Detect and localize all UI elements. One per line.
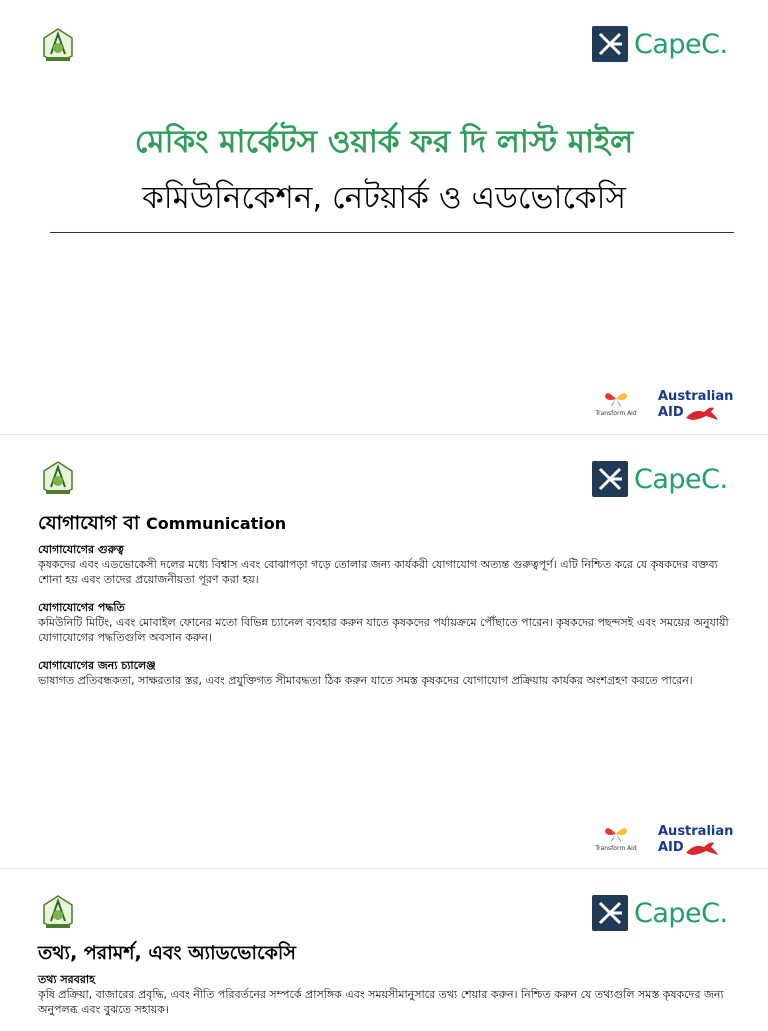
section-title: যোগাযোগের জন্য চ্যালেঞ্জ [38, 659, 156, 672]
transform-aid-label: Transform Aid [595, 845, 637, 852]
heading-bengali: যোগাযোগ বা [38, 512, 146, 534]
section-text: ভাষাগত প্রতিবন্ধকতা, সাক্ষরতার স্তর, এবং প্রযুক্তিগত সীমাবদ্ধতা ঠিক করুন যাতে সমস্ত কৃষকদের যোগাযোগ প্রক্রিয়ায় কার্যকর অংশগ্রহণ করতে পারেন। [38, 674, 693, 687]
communication-content [38, 543, 738, 702]
sponsor-logos [594, 390, 733, 422]
capec-mark-icon [592, 461, 628, 497]
capec-mark-icon [592, 26, 628, 62]
transform-aid-logo [594, 825, 638, 852]
information-content [38, 973, 738, 1031]
slide-title [0, 0, 768, 434]
capec-logo [592, 26, 728, 62]
main-title: মেকিং মার্কেটস ওয়ার্ক ফর দি লাস্ট মাইল [134, 124, 634, 160]
slide-heading [38, 509, 286, 541]
section-title: তথ্য সরবরাহ [38, 973, 95, 986]
section-title: যোগাযোগের গুরুত্ব [38, 543, 124, 556]
organization-emblem-icon [38, 459, 78, 499]
organization-emblem-icon [38, 26, 78, 66]
section-information-supply [38, 973, 738, 1017]
kangaroo-icon [684, 404, 720, 422]
section-text: কৃষি প্রক্রিয়া, বাজারের প্রবৃদ্ধি, এবং নীতি পরিবর্তনের সম্পর্কে প্রাসঙ্গিক এবং সময়সীমানুসারে তথ্য শেয়ার করুন। নিশ্চিত করুন যে তথ্যগুলি সমস্ত কৃষকদের জন্য অনুপলব্ধ এবং বুঝতে সহায়ক। [38, 988, 724, 1016]
capec-mark-icon [592, 895, 628, 931]
sponsor-logos [594, 825, 733, 857]
butterfly-icon [603, 390, 629, 408]
section-methods [38, 601, 738, 645]
section-challenges [38, 659, 738, 688]
section-text: কমিউনিটি মিটিং, এবং মোবাইল ফোনের মতো বিভিন্ন চ্যানেল ব্যবহার করুন যাতে কৃষকদের পর্যায়ক্রমে পৌঁছাতে পারেন। কৃষকদের পছন্দসই এবং সময়ের অনুযায়ী যোগাযোগের পদ্ধতিগুলি অবসান করুন। [38, 616, 729, 644]
organization-emblem-icon [38, 893, 78, 933]
australian-text: Australian [658, 824, 734, 839]
slide-information-advocacy [0, 868, 768, 1025]
capec-logo [592, 895, 728, 931]
aid-text: AID [658, 405, 684, 420]
australian-aid-logo [658, 390, 733, 422]
capec-wordmark: CapeC. [634, 28, 728, 60]
transform-aid-label: Transform Aid [595, 410, 637, 417]
transform-aid-logo [594, 390, 638, 417]
butterfly-icon [603, 825, 629, 843]
section-importance [38, 543, 738, 587]
section-title: যোগাযোগের পদ্ধতি [38, 601, 125, 614]
capec-logo [592, 461, 728, 497]
kangaroo-icon [684, 839, 720, 857]
section-text: কৃষকদের এবং এডভোকেসী দলের মধ্যে বিশ্বাস এবং বোঝাপড়া গড়ে তোলার জন্য কার্যকরী যোগাযোগ অত্যন্ত গুরুত্বপূর্ণ। এটি নিশ্চিত করে যে কৃষকদের বক্তব্য শোনা হয় এবং তাদের প্রয়োজনীয়তা পূরণ করা হয়। [38, 558, 718, 586]
capec-wordmark: CapeC. [634, 897, 728, 929]
aid-text: AID [658, 840, 684, 855]
australian-aid-logo [658, 825, 733, 857]
slide-communication [0, 434, 768, 869]
australian-text: Australian [658, 389, 734, 404]
heading-english: Communication [145, 514, 287, 533]
capec-wordmark: CapeC. [634, 463, 728, 495]
main-subtitle: কমিউনিকেশন, নেটয়ার্ক ও এডভোকেসি [142, 180, 626, 216]
title-divider [50, 232, 734, 233]
slide-heading: তথ্য, পরামর্শ, এবং অ্যাডভোকেসি [38, 942, 296, 964]
